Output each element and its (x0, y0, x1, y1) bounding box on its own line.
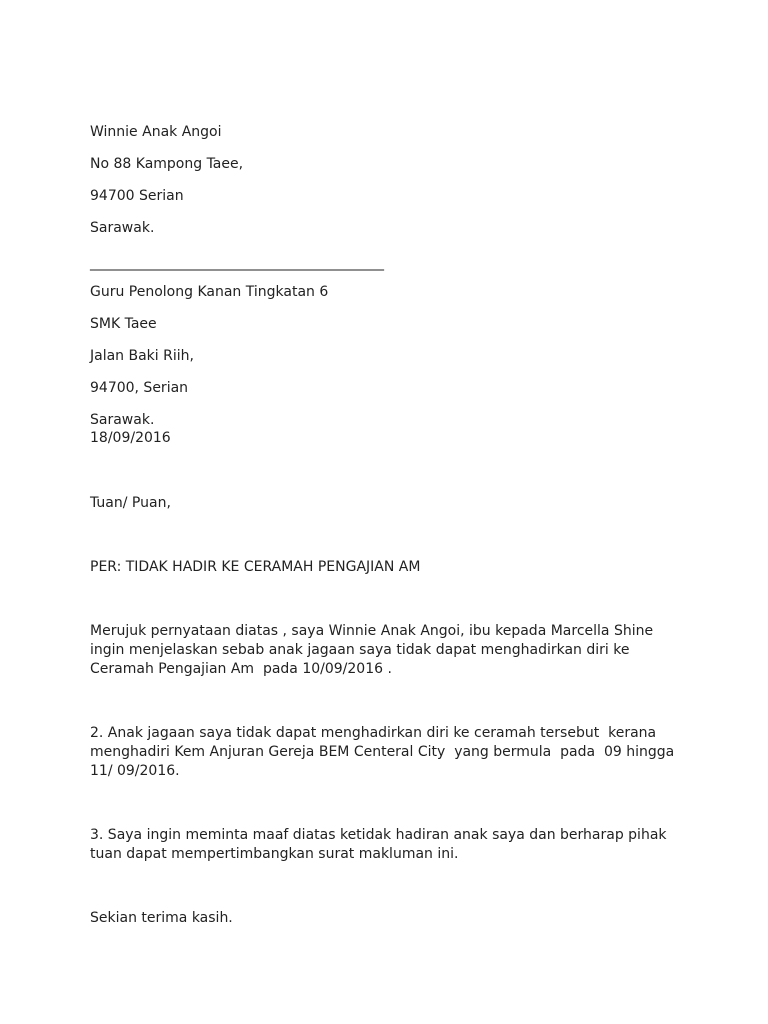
recipient-address-line-3: Sarawak. (90, 412, 155, 428)
paragraph-1-line-2: ingin menjelaskan sebab anak jagaan saya tidak dapat menghadirkan diri ke (90, 642, 630, 658)
paragraph-2-line-1: 2. Anak jagaan saya tidak dapat menghadirkan diri ke ceramah tersebut kerana (90, 725, 657, 741)
paragraph-1-line-1: Merujuk pernyataan diatas , saya Winnie Anak Angoi, ibu kepada Marcella Shine (90, 623, 654, 639)
paragraph-1-line-3: Ceramah Pengajian Am pada 10/09/2016 . (90, 661, 392, 677)
recipient-address-line-2: 94700, Serian (90, 380, 189, 396)
recipient-school: SMK Taee (90, 316, 157, 332)
paragraph-3-line-2: tuan dapat mempertimbangkan surat makluman ini. (90, 846, 459, 862)
recipient-title: Guru Penolong Kanan Tingkatan 6 (90, 284, 329, 300)
closing: Sekian terima kasih. (90, 910, 233, 926)
paragraph-2-line-2: menghadiri Kem Anjuran Gereja BEM Centeral City yang bermula pada 09 hingga (90, 744, 675, 760)
letter-date: 18/09/2016 (90, 430, 171, 446)
paragraph-3-line-1: 3. Saya ingin meminta maaf diatas ketidak hadiran anak saya dan berharap pihak (90, 827, 667, 843)
sender-address-line-1: No 88 Kampong Taee, (90, 156, 244, 172)
sender-address-line-2: 94700 Serian (90, 188, 184, 204)
sender-address-line-3: Sarawak. (90, 220, 155, 236)
sender-name: Winnie Anak Angoi (90, 124, 222, 140)
recipient-address-line-1: Jalan Baki Riih, (90, 348, 194, 364)
salutation: Tuan/ Puan, (90, 495, 171, 511)
paragraph-2-line-3: 11/ 09/2016. (90, 763, 180, 779)
separator-line: __________________________________________ (90, 255, 384, 271)
subject-line: PER: TIDAK HADIR KE CERAMAH PENGAJIAN AM (90, 559, 421, 575)
